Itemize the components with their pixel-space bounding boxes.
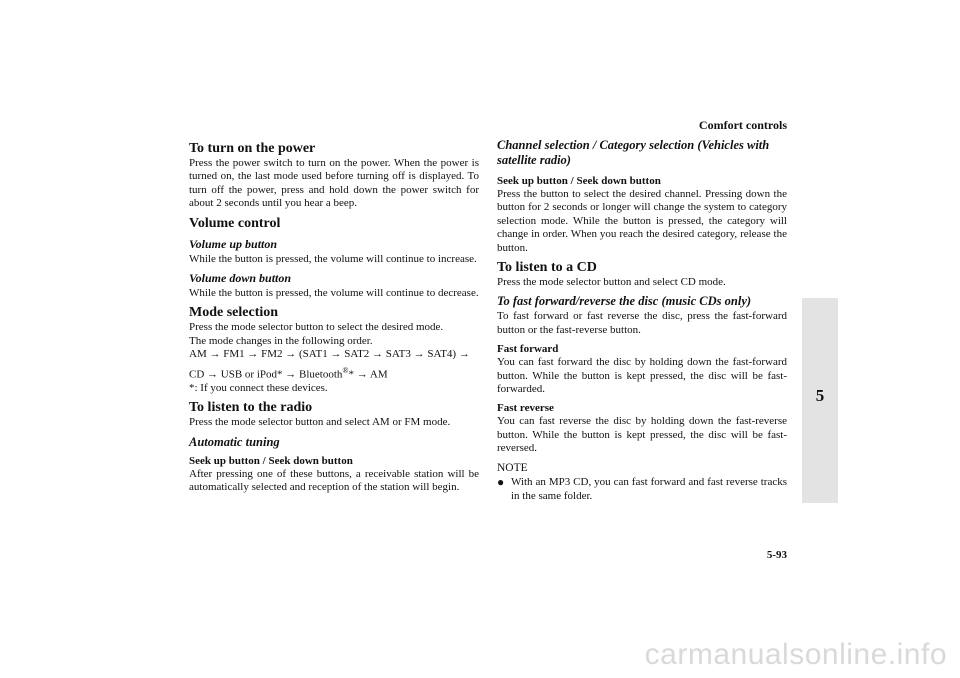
volume-down-text: While the button is pressed, the volume will continue to decrease. <box>189 287 479 300</box>
seek-heading-right: Seek up button / Seek down button <box>497 175 661 187</box>
radio-text: Press the mode selector button and select AM or FM mode. <box>189 416 451 429</box>
left-column <box>189 136 479 494</box>
bullet-icon: ● <box>497 475 505 490</box>
fast-forward-heading: Fast forward <box>497 343 559 356</box>
watermark: carmanualsonline.info <box>644 638 947 671</box>
cd-heading: To listen to a CD <box>497 260 597 276</box>
seek-text: After pressing one of these buttons, a receivable station will be automatically selected and reception of the station will begin. <box>189 467 479 493</box>
cd-text: Press the mode selector button and select CD mode. <box>497 276 726 289</box>
ff-text: To fast forward or fast reverse the disc, press the fast-forward button or the fast-reverse button. <box>497 310 787 336</box>
note-item <box>497 476 787 503</box>
channel-heading: Channel selection / Category selection (Vehicles with satellite radio) <box>497 138 770 167</box>
right-column <box>497 136 787 503</box>
mode-line-2: The mode changes in the following order. <box>189 334 373 347</box>
seek-text-right: Press the button to select the desired channel. Pressing down the button for 2 seconds or longer will change the system to category selection mode. While the button is pressed, the category will change in order. When you reach the desired category, release the button. <box>497 188 787 254</box>
volume-heading: Volume control <box>189 215 281 231</box>
mode-line-4 <box>189 364 479 382</box>
mode-line-4-prefix: CD → USB or iPod* → Bluetooth <box>189 368 343 381</box>
note-label: NOTE <box>497 461 528 474</box>
page-number: 5-93 <box>766 549 787 561</box>
note-text: With an MP3 CD, you can fast forward and fast reverse tracks in the same folder. <box>511 476 787 502</box>
power-text: Press the power switch to turn on the power. When the power is turned on, the last mode used before turning off is displayed. To turn off the power, press and hold down the power switch for about 2 seconds until you hear a beep. <box>189 157 479 210</box>
fast-reverse-text: You can fast reverse the disc by holding down the fast-reverse button. While the button is kept pressed, the disc will be fast-reversed. <box>497 415 787 455</box>
ff-heading: To fast forward/reverse the disc (music CDs only) <box>497 294 752 309</box>
volume-up-heading: Volume up button <box>189 236 278 251</box>
seek-heading: Seek up button / Seek down button <box>189 454 353 467</box>
fast-forward-text: You can fast forward the disc by holding down the fast-forward button. While the button is kept pressed, the disc will be fast-forwarded. <box>497 356 787 396</box>
volume-up-text: While the button is pressed, the volume will continue to increase. <box>189 252 477 265</box>
mode-line-4-suffix: * → AM <box>348 368 388 381</box>
volume-down-heading: Volume down button <box>189 271 292 286</box>
mode-footnote: *: If you connect these devices. <box>189 381 328 394</box>
chapter-number: 5 <box>815 386 825 405</box>
mode-line-1: Press the mode selector button to select the desired mode. <box>189 321 444 334</box>
mode-line-3: AM → FM1 → FM2 → (SAT1 → SAT2 → SAT3 → SAT4) → <box>189 348 470 361</box>
registered-mark: ® <box>342 365 349 375</box>
fast-reverse-heading: Fast reverse <box>497 402 554 415</box>
chapter-tab <box>802 298 838 503</box>
power-heading: To turn on the power <box>189 141 316 156</box>
radio-heading: To listen to the radio <box>189 400 313 416</box>
auto-tuning-heading: Automatic tuning <box>189 434 280 449</box>
mode-heading: Mode selection <box>189 305 279 321</box>
section-header: Comfort controls <box>698 118 787 132</box>
